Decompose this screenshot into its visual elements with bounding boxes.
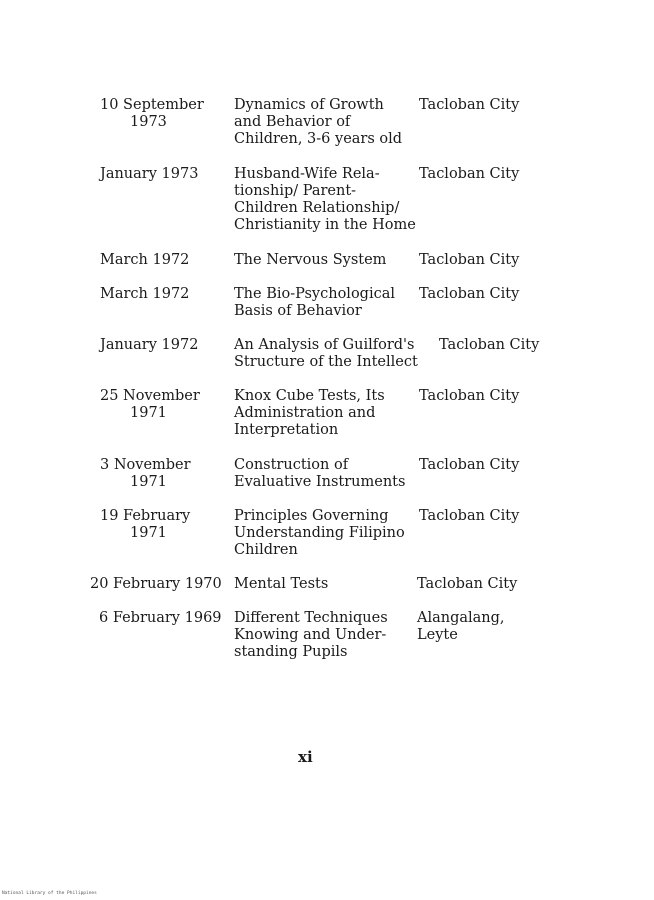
entry-date: 6 February 1969	[99, 610, 222, 626]
entry-title: The Nervous System	[234, 252, 387, 268]
entry-title: The Bio-Psychological Basis of Behavior	[234, 286, 396, 319]
entry-date: 3 November 1971	[100, 457, 191, 490]
entry-date: 19 February 1971	[100, 508, 191, 541]
entry-place: Tacloban City	[419, 457, 520, 473]
entry-date: 20 February 1970	[90, 576, 222, 592]
entry-title: Construction of Evaluative Instruments	[234, 457, 406, 490]
footer-watermark: National Library of the Philippines	[2, 891, 97, 896]
entry-title: Principles Governing Understanding Filipino Children	[234, 508, 405, 558]
entry-place: Tacloban City	[419, 388, 520, 404]
entry-title: Mental Tests	[234, 576, 329, 592]
entry-place: Tacloban City	[419, 97, 520, 113]
entry-title: Dynamics of Growth and Behavior of Children, 3-6 years old	[234, 97, 403, 147]
entry-date: January 1973	[100, 166, 199, 182]
entry-date: March 1972	[100, 286, 190, 302]
entry-place: Tacloban City	[419, 252, 520, 268]
entry-title: Knox Cube Tests, Its Administration and Interpretation	[234, 388, 385, 438]
entry-date: 10 September 1973	[100, 97, 204, 130]
entry-title: An Analysis of Guilford's Structure of the Intellect	[234, 337, 418, 370]
entry-title: Husband-Wife Rela- tionship/ Parent- Children Relationship/ Christianity in the Home	[234, 166, 416, 233]
entry-date: January 1972	[100, 337, 199, 353]
entry-place: Tacloban City	[419, 508, 520, 524]
entry-date: 25 November 1971	[100, 388, 200, 421]
entry-place: Tacloban City	[439, 337, 540, 353]
entry-date: March 1972	[100, 252, 190, 268]
entry-place: Alangalang, Leyte	[417, 610, 505, 643]
entry-place: Tacloban City	[419, 166, 520, 182]
entry-title: Different Techniques Knowing and Under- standing Pupils	[234, 610, 388, 660]
page-number: xi	[298, 748, 313, 766]
entry-place: Tacloban City	[417, 576, 518, 592]
entry-place: Tacloban City	[419, 286, 520, 302]
